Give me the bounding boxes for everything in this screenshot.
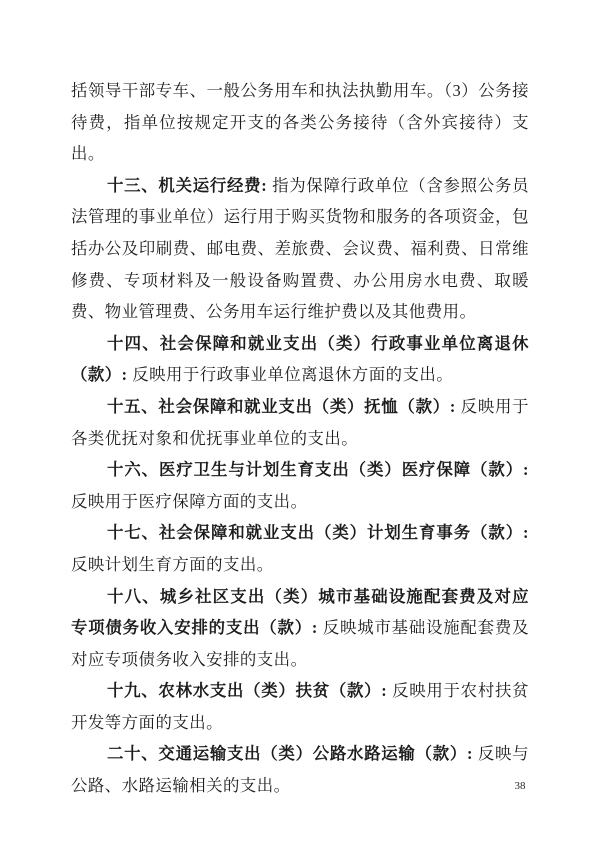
term-heading: 十七、社会保障和就业支出（类）计划生育事务（款）:: [107, 523, 529, 543]
term-heading: 二十、交通运输支出（类）公路水路运输（款）:: [107, 744, 478, 764]
paragraph: [71, 738, 529, 801]
term-description: 反映用于医疗保障方面的支出。: [71, 491, 308, 511]
term-description: 括领导干部专车、一般公务用车和执法执勤用车。（3）公务接待费，指单位按规定开支的各类公务接待（含外宾接待）支出。: [71, 81, 529, 164]
term-description: 反映城市基础设施配套费及对应专项债务收入安排的支出。: [71, 618, 530, 669]
paragraph: [71, 581, 529, 676]
paragraph: [71, 517, 529, 580]
term-heading: 十三、机关运行经费:: [107, 175, 273, 195]
term-heading: 十九、农林水支出（类）扶贫（款）:: [107, 681, 393, 701]
page-number: 38: [514, 780, 526, 792]
term-description: 指为保障行政单位（含参照公务员法管理的事业单位）运行用于购买货物和服务的各项资金，包括办公及印刷费、邮电费、差旅费、会议费、福利费、日常维修费、专项材料及一般设备购置费、办公用房水电费、取暖费、物业管理费、公务用车运行维护费以及其他费用。: [71, 175, 530, 322]
document-body: [71, 75, 529, 802]
term-description: 反映与公路、水路运输相关的支出。: [71, 744, 530, 796]
term-heading: 十五、社会保障和就业支出（类）抚恤（款）:: [107, 396, 461, 416]
term-heading: 十八、城乡社区支出（类）城市基础设施配套费及对应专项债务收入安排的支出（款）:: [71, 586, 529, 638]
paragraph: [71, 328, 529, 391]
paragraph: [71, 675, 529, 738]
paragraph: [71, 75, 529, 170]
paragraph: [71, 391, 529, 454]
term-description: 反映计划生育方面的支出。: [71, 554, 274, 574]
paragraph: [71, 454, 529, 517]
term-heading: 十六、医疗卫生与计划生育支出（类）医疗保障（款）:: [107, 460, 529, 480]
term-heading: 十四、社会保障和就业支出（类）行政事业单位离退休（款）:: [71, 333, 529, 385]
paragraph: [71, 170, 529, 328]
term-description: 反映用于行政事业单位离退休方面的支出。: [132, 365, 454, 385]
term-description: 反映用于农村扶贫开发等方面的支出。: [71, 681, 530, 732]
term-description: 反映用于各类优抚对象和优抚事业单位的支出。: [71, 396, 529, 448]
